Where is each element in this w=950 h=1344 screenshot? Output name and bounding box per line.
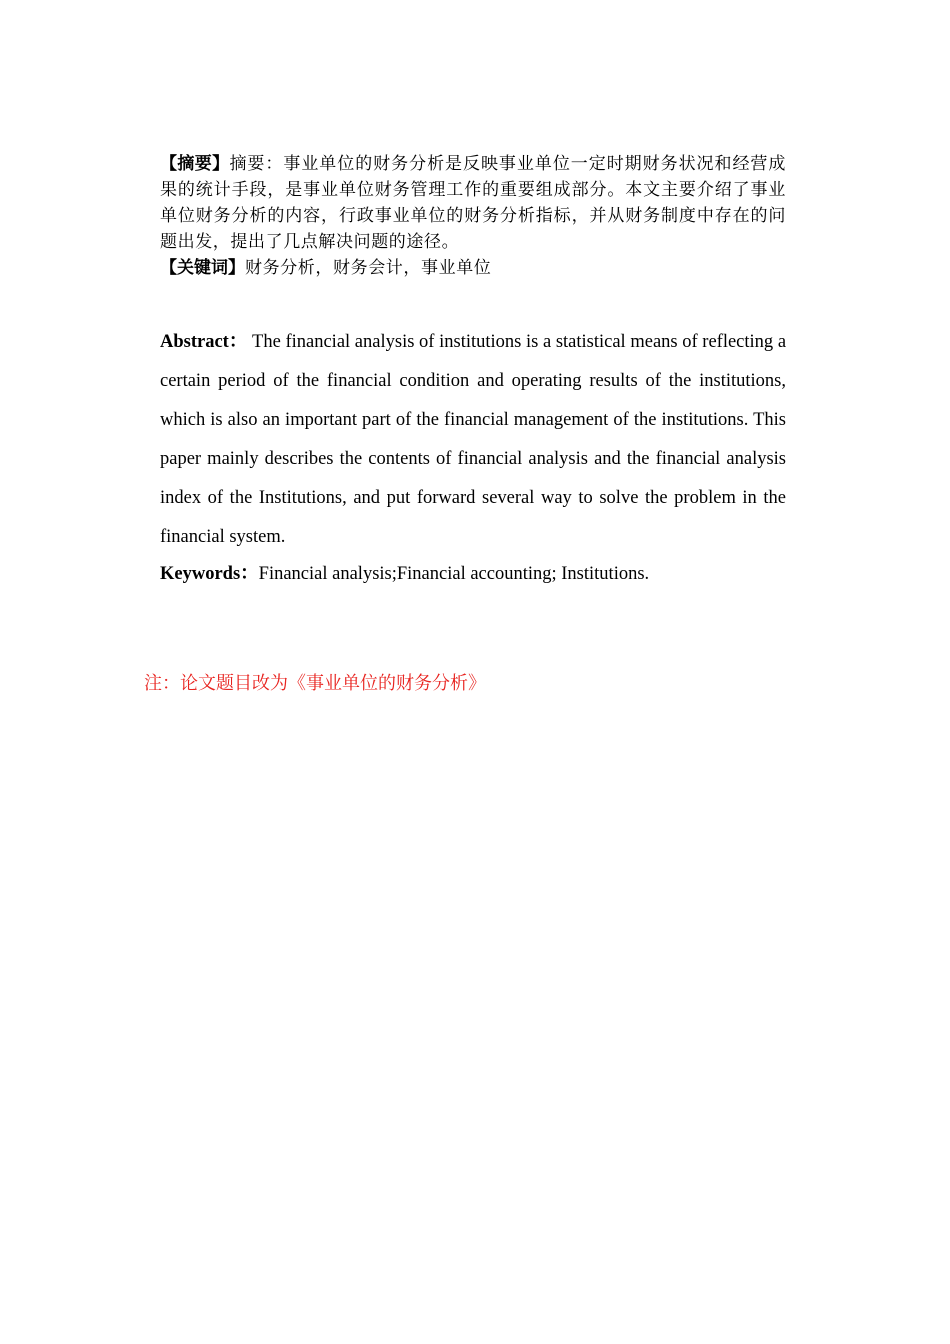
english-keywords-text: Financial analysis;Financial accounting; Institutions. — [258, 564, 650, 584]
english-abstract-label: Abstract： — [160, 332, 248, 352]
english-abstract — [160, 323, 786, 557]
chinese-abstract — [160, 151, 786, 255]
english-abstract-text: The financial analysis of institutions is a statistical means of reflecting a certain period of the financial condition and operating results of the institutions, which is also an important part of the financial management of the institutions. This paper mainly describes the contents of financial analysis and the financial analysis index of the Institutions, and put forward several way to solve the problem in the financial system. — [160, 332, 787, 547]
english-keywords — [160, 560, 786, 588]
chinese-keywords-text: 财务分析，财务会计，事业单位 — [245, 258, 492, 278]
chinese-abstract-text: 摘要：事业单位的财务分析是反映事业单位一定时期财务状况和经营成果的统计手段，是事业单位财务管理工作的重要组成部分。本文主要介绍了事业单位财务分析的内容，行政事业单位的财务分析指标，并从财务制度中存在的问题出发，提出了几点解决问题的途径。 — [160, 154, 786, 252]
chinese-keywords-label: 【关键词】 — [160, 258, 245, 278]
title-change-note: 注：论文题目改为《事业单位的财务分析》 — [144, 673, 486, 694]
chinese-abstract-label: 【摘要】 — [160, 154, 230, 174]
chinese-keywords — [160, 255, 786, 281]
english-keywords-label: Keywords： — [160, 564, 259, 584]
